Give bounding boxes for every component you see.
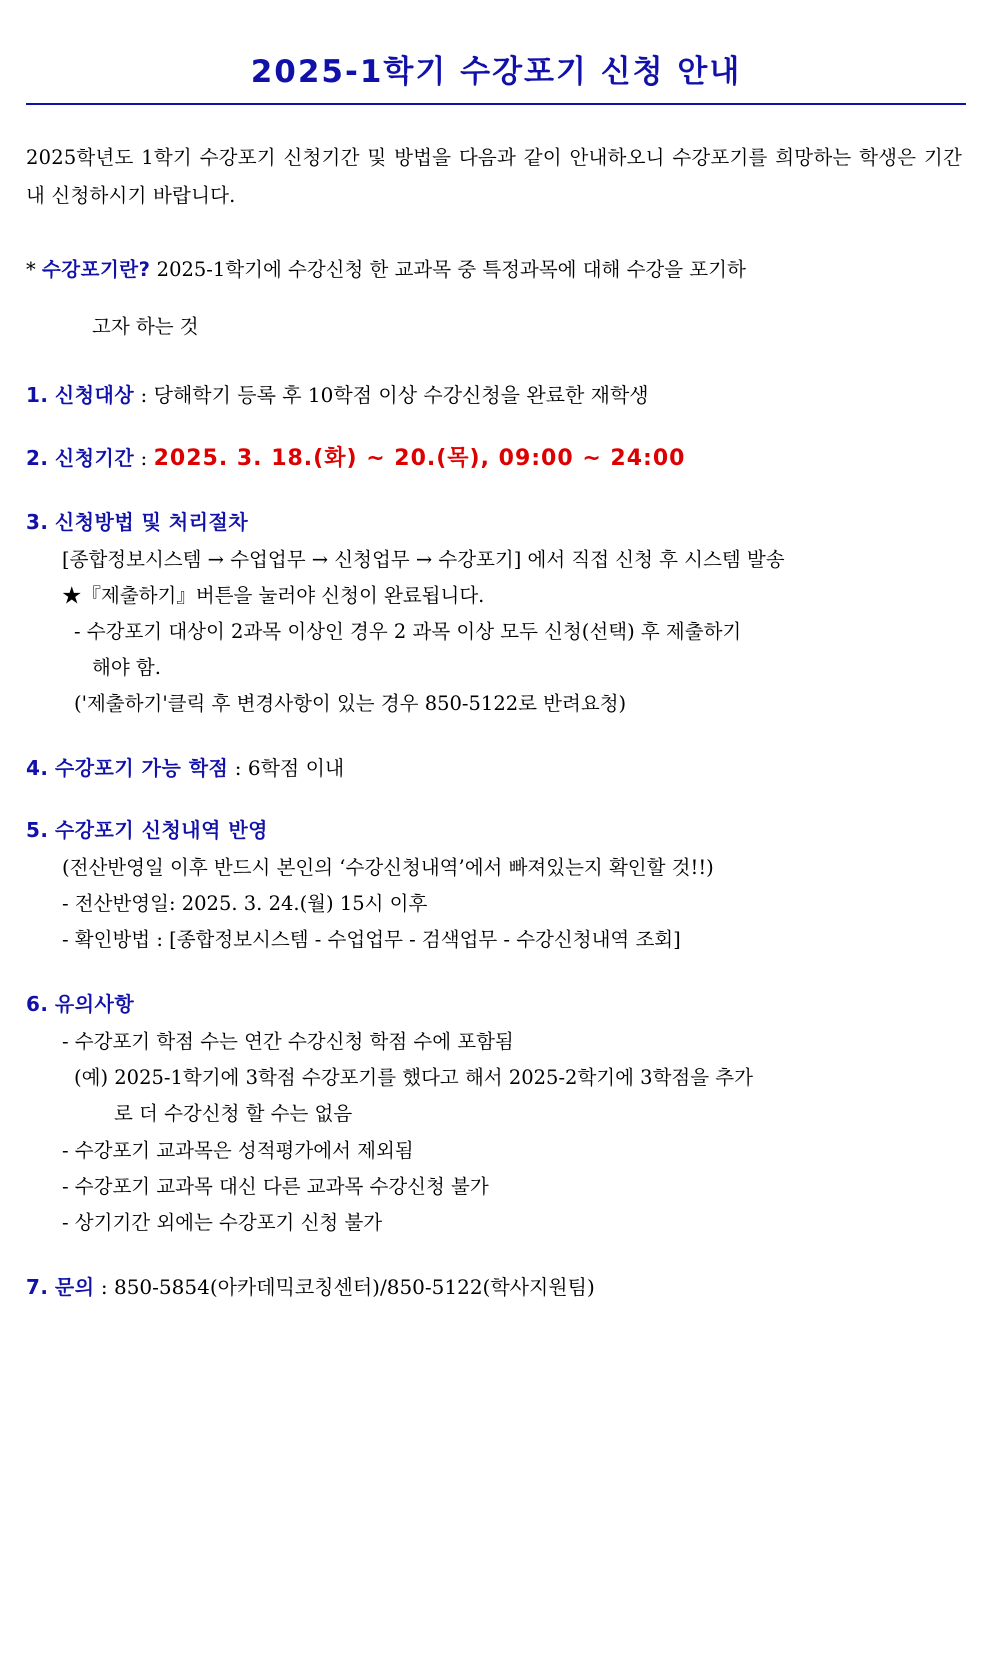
section-5-number: 5.	[26, 818, 49, 843]
section-6-heading-row	[26, 988, 966, 1020]
section-5	[26, 814, 966, 958]
section-4-number: 4.	[26, 756, 49, 781]
section-2-number: 2.	[26, 445, 49, 470]
section-4-inline: 6학점 이내	[247, 756, 345, 781]
section-3-heading: 신청방법 및 처리절차	[54, 509, 249, 534]
section-3-line-4: 해야 함.	[92, 656, 161, 679]
intro-paragraph: 2025학년도 1학기 수강포기 신청기간 및 방법을 다음과 같이 안내하오니 수강포기를 희망하는 학생은 기간 내 신청하시기 바랍니다.	[26, 146, 962, 208]
section-6-line-3: 로 더 수강신청 할 수는 없음	[114, 1102, 353, 1126]
definition-line-1	[26, 251, 966, 288]
section-4-heading: 수강포기 가능 학점	[54, 756, 229, 781]
contact-info: 850-5854(아카데믹코칭센터)/850-5122(학사지원팀)	[113, 1274, 595, 1299]
section-7	[26, 1271, 966, 1303]
section-3-number: 3.	[26, 509, 49, 534]
section-4-separator: :	[234, 756, 242, 781]
section-1-heading: 신청대상	[54, 382, 135, 407]
definition-marker: *	[26, 258, 36, 282]
section-1	[26, 379, 966, 411]
title-divider	[26, 103, 966, 105]
section-6-line-4: - 수강포기 교과목은 성적평가에서 제외됨	[62, 1138, 414, 1162]
section-4	[26, 752, 966, 784]
section-7-number: 7.	[26, 1274, 49, 1299]
section-7-separator: :	[100, 1274, 108, 1299]
definition-line-2: 고자 하는 것	[92, 314, 199, 338]
section-1-separator: :	[140, 382, 148, 407]
section-2	[26, 441, 966, 476]
section-1-heading-row	[26, 379, 966, 411]
definition-term: 수강포기란?	[41, 258, 151, 282]
section-3-line-5: ('제출하기'클릭 후 변경사항이 있는 경우 850-5122로 반려요청)	[74, 692, 627, 716]
section-2-separator: :	[140, 445, 148, 470]
section-5-line-3: - 확인방법 : [종합정보시스템 - 수업업무 - 검색업무 - 수강신청내역 조회]	[62, 928, 681, 952]
section-3-heading-row	[26, 506, 966, 538]
application-period: 2025. 3. 18.(화) ~ 20.(목), 09:00 ~ 24:00	[153, 445, 686, 471]
section-5-heading: 수강포기 신청내역 반영	[54, 818, 269, 843]
section-3-line-1: [종합정보시스템 → 수업업무 → 신청업무 → 수강포기] 에서 직접 신청 후 시스템 발송	[62, 547, 785, 571]
section-5-heading-row	[26, 814, 966, 846]
section-7-heading: 문의	[54, 1274, 95, 1299]
section-3-line-2: ★『제출하기』버튼을 눌러야 신청이 완료됩니다.	[62, 583, 485, 607]
section-3	[26, 506, 966, 722]
section-6	[26, 988, 966, 1240]
section-4-heading-row	[26, 752, 966, 784]
section-1-number: 1.	[26, 382, 49, 407]
section-3-line-3: - 수강포기 대상이 2과목 이상인 경우 2 과목 이상 모두 신청(선택) 후 제출하기	[74, 619, 742, 643]
section-2-heading: 신청기간	[54, 445, 135, 470]
section-6-line-6: - 상기기간 외에는 수강포기 신청 불가	[62, 1210, 383, 1234]
section-5-line-2: - 전산반영일: 2025. 3. 24.(월) 15시 이후	[62, 892, 428, 916]
definition-block	[26, 251, 966, 345]
section-6-line-2: (예) 2025-1학기에 3학점 수강포기를 했다고 해서 2025-2학기에 3학점을 추가	[74, 1066, 753, 1090]
section-2-heading-row	[26, 441, 966, 476]
section-6-line-1: - 수강포기 학점 수는 연간 수강신청 학점 수에 포함됨	[62, 1030, 514, 1054]
section-6-heading: 유의사항	[54, 992, 135, 1017]
page-title: 2025-1학기 수강포기 신청 안내	[250, 54, 742, 90]
definition-text-1: 2025-1학기에 수강신청 한 교과목 중 특정과목에 대해 수강을 포기하	[156, 258, 746, 282]
section-5-line-1: (전산반영일 이후 반드시 본인의 ‘수강신청내역’에서 빠져있는지 확인할 것!!)	[62, 856, 714, 880]
section-6-number: 6.	[26, 992, 49, 1017]
section-7-heading-row	[26, 1271, 966, 1303]
section-6-line-5: - 수강포기 교과목 대신 다른 교과목 수강신청 불가	[62, 1174, 489, 1198]
section-1-inline: 당해학기 등록 후 10학점 이상 수강신청을 완료한 재학생	[153, 382, 649, 407]
